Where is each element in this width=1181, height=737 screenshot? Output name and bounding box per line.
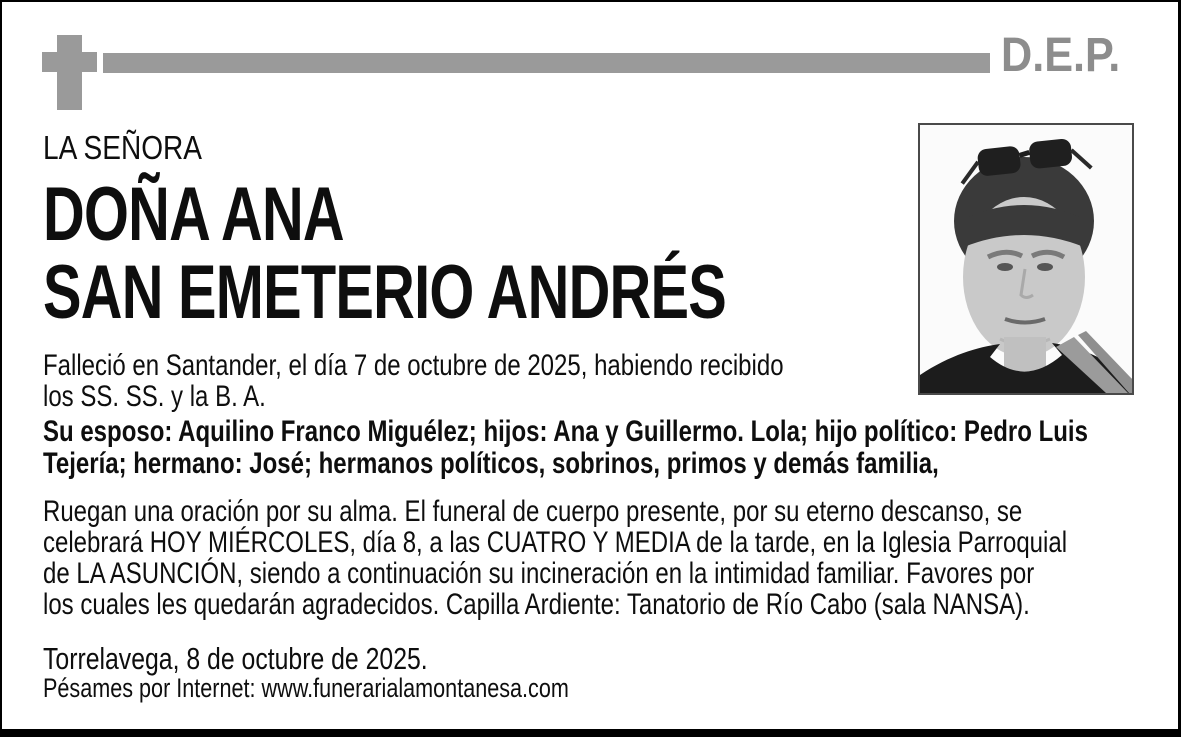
cross-vertical-bar [57, 35, 82, 110]
funeral-line: Ruegan una oración por su alma. El funeral de cuerpo presente, por su eterno descanso, se [43, 495, 1023, 528]
funeral-line: celebrará HOY MIÉRCOLES, día 8, a las CUATRO Y MEDIA de la tarde, en la Iglesia Parroquial [43, 526, 1068, 559]
honorific-text: LA SEÑORA [43, 129, 203, 166]
deceased-name [43, 172, 727, 335]
death-notice-paragraph [43, 350, 784, 412]
condolences-note [43, 673, 569, 703]
family-paragraph [43, 416, 1088, 480]
header-rule [103, 53, 990, 73]
closing-place-date [43, 642, 428, 676]
family-line: Su esposo: Aquilino Franco Miguélez; hijos: Ana y Guillermo. Lola; hijo político: Pedro Luis [43, 415, 1088, 448]
portrait-photo [918, 123, 1134, 395]
death-notice-line: Falleció en Santander, el día 7 de octubre de 2025, habiendo recibido [43, 349, 784, 382]
closing-place-date-text: Torrelavega, 8 de octubre de 2025. [43, 641, 428, 676]
funeral-line: de LA ASUNCIÓN, siendo a continuación su incineración en la intimidad familiar. Favores por [43, 557, 1035, 590]
cross-horizontal-bar [42, 52, 97, 72]
condolences-text: Pésames por Internet: www.funerarialamontanesa.com [43, 673, 569, 703]
deceased-name-line1: DOÑA ANA [43, 172, 344, 257]
family-line: Tejería; hermano: José; hermanos políticos, sobrinos, primos y demás familia, [43, 447, 939, 480]
funeral-paragraph [43, 496, 1067, 620]
honorific-label [43, 130, 202, 166]
portrait-illustration [920, 125, 1132, 393]
funeral-line: los cuales les quedarán agradecidos. Capilla Ardiente: Tanatorio de Río Cabo (sala NANSA). [43, 588, 1030, 621]
deceased-name-line2: SAN EMETERIO ANDRÉS [43, 250, 727, 335]
death-notice-line: los SS. SS. y la B. A. [43, 380, 266, 413]
dep-label: D.E.P. [1001, 29, 1121, 82]
